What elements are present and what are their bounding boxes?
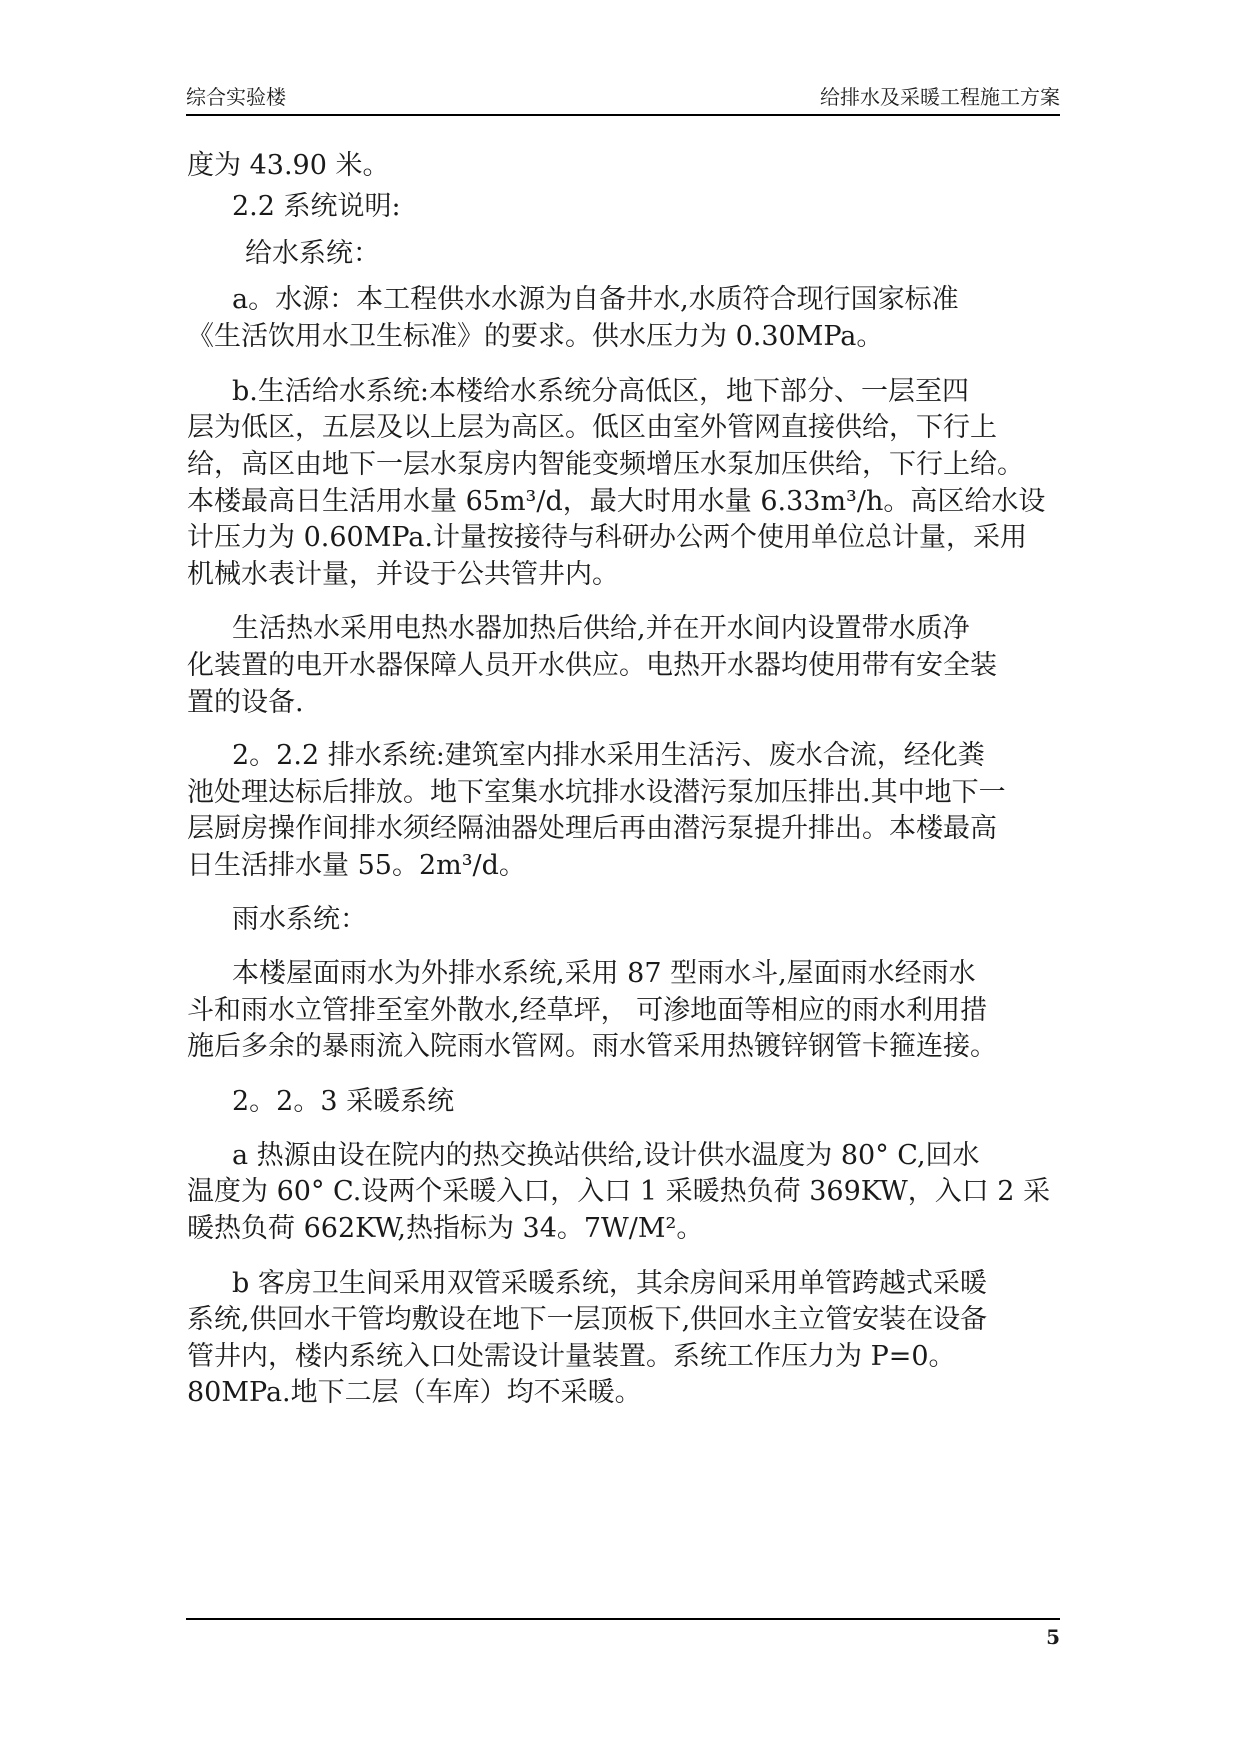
body-line: a 热源由设在院内的热交换站供给,设计供水温度为 80° C,回水 [232,1140,980,1171]
body-line: 暖热负荷 662KW,热指标为 34。7W/M²。 [187,1213,704,1244]
body-line: 斗和雨水立管排至室外散水,经草坪， 可渗地面等相应的雨水利用措 [187,995,988,1026]
body-line: 80MPa.地下二层（车库）均不采暖。 [187,1377,642,1408]
footer-rule [186,1618,1060,1620]
body-line: 计压力为 0.60MPa.计量按接待与科研办公两个使用单位总计量，采用 [187,522,1027,553]
body-line: 本楼屋面雨水为外排水系统,采用 87 型雨水斗,屋面雨水经雨水 [232,958,976,989]
body-line: 生活热水采用电热水器加热后供给,并在开水间内设置带水质净 [232,613,970,644]
body-line: 置的设备. [187,687,304,718]
section-heading: 2。2。3 采暖系统 [232,1086,455,1117]
body-line: 管井内，楼内系统入口处需设计量装置。系统工作压力为 P=0。 [187,1341,956,1372]
body-line: b.生活给水系统:本楼给水系统分高低区，地下部分、一层至四 [232,376,969,407]
body-line: 本楼最高日生活用水量 65m³/d，最大时用水量 6.33m³/h。高区给水设 [187,486,1046,517]
header-right-title: 给排水及采暖工程施工方案 [820,85,1060,109]
body-line: 系统,供回水干管均敷设在地下一层顶板下,供回水主立管安装在设备 [187,1304,988,1335]
body-line: b 客房卫生间采用双管采暖系统，其余房间采用单管跨越式采暖 [232,1268,987,1299]
body-line: 施后多余的暴雨流入院雨水管网。雨水管采用热镀锌钢管卡箍连接。 [187,1031,997,1062]
body-line: 《生活饮用水卫生标准》的要求。供水压力为 0.30MPa。 [187,321,884,352]
subsection-heading: 雨水系统： [232,904,367,935]
body-line: 度为 43.90 米。 [187,150,390,181]
page-header [186,84,1060,116]
body-line: 机械水表计量，并设于公共管井内。 [187,559,619,590]
section-heading: 2.2 系统说明: [232,191,401,222]
page-number: 5 [1046,1625,1060,1649]
body-line: 温度为 60° C.设两个采暖入口，入口 1 采暖热负荷 369KW，入口 2 采 [187,1176,1051,1207]
body-line: 层厨房操作间排水须经隔油器处理后再由潜污泵提升排出。本楼最高 [187,813,997,844]
header-left-title: 综合实验楼 [186,85,286,109]
body-line: a。水源：本工程供水水源为自备井水,水质符合现行国家标准 [232,284,959,315]
body-line: 化装置的电开水器保障人员开水供应。电热开水器均使用带有安全装 [187,650,997,681]
body-line: 给，高区由地下一层水泵房内智能变频增压水泵加压供给，下行上给。 [187,449,1024,480]
subsection-heading: 给水系统： [245,238,380,269]
body-line: 层为低区，五层及以上层为高区。低区由室外管网直接供给，下行上 [187,412,997,443]
body-line: 2。2.2 排水系统:建筑室内排水采用生活污、废水合流，经化粪 [232,740,985,771]
body-line: 池处理达标后排放。地下室集水坑排水设潜污泵加压排出.其中地下一 [187,777,1006,808]
body-line: 日生活排水量 55。2m³/d。 [187,850,526,881]
